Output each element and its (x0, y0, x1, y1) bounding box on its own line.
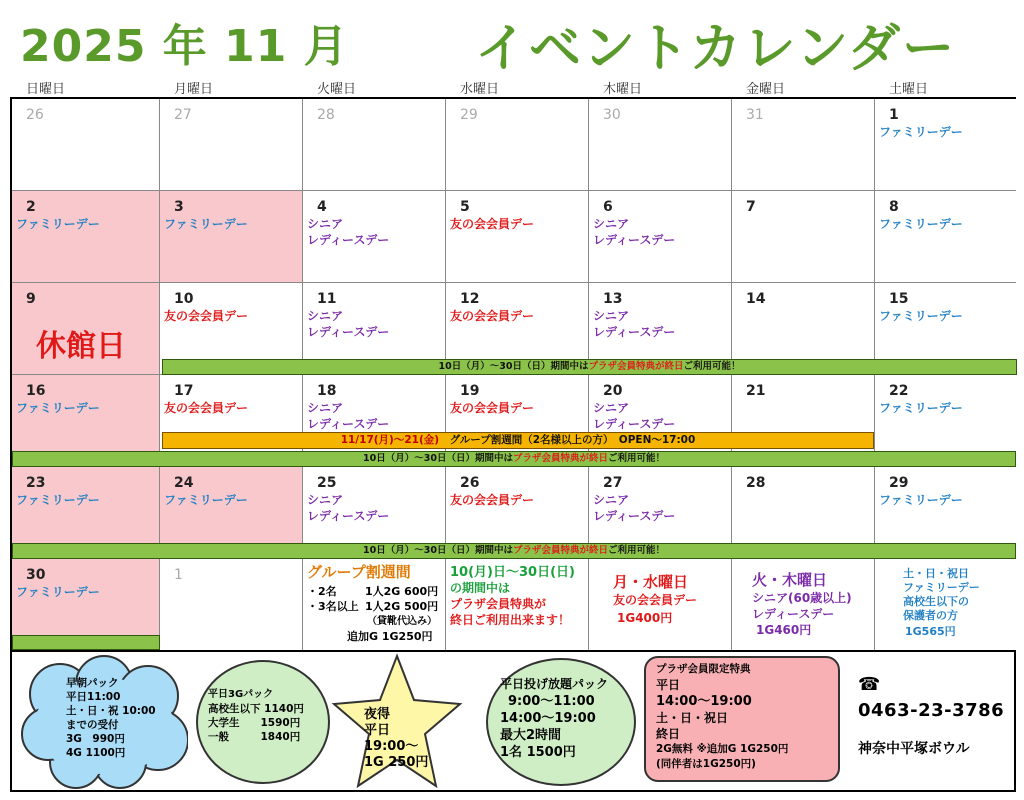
plaza-period-band-stub (12, 635, 160, 650)
weekday3g-highschool: 高校生以下 1140円 (208, 703, 304, 715)
event-family: ファミリーデー (164, 493, 248, 507)
day-number: 12 (460, 291, 480, 307)
plaza-companion: (同伴者は1G250円) (656, 758, 756, 770)
event-family: ファミリーデー (16, 401, 100, 415)
day-number: 7 (746, 199, 756, 215)
band-date: 11/17(月)～21(金) (340, 434, 440, 446)
band-text: ご利用可能！ (683, 361, 741, 372)
band-text: 10日（月）～30日（日）期間中は (363, 545, 513, 556)
morning-3g: 3G 990円 (66, 733, 125, 745)
weekend-event: ファミリーデー (903, 581, 980, 594)
unlimited-price: 1名 1500円 (500, 745, 576, 760)
event-ladies: レディースデー (307, 233, 390, 247)
event-tomo: 友の会会員デー (450, 401, 535, 415)
band-highlight: プラザ会員特典が終日 (512, 545, 608, 556)
day-number: 8 (889, 199, 899, 215)
day-number: 2 (26, 199, 36, 215)
closed-label: 休館日 (36, 329, 126, 364)
morning-weekend: 土・日・祝 10:00 (66, 705, 156, 717)
morning-title: 早朝パック (66, 677, 119, 689)
plaza-weekday-time: 14:00～19:00 (656, 694, 752, 709)
weekend-title: 土・日・祝日 (903, 567, 969, 580)
day-cell[interactable] (160, 559, 303, 650)
day-cell[interactable] (446, 99, 589, 191)
event-family: ファミリーデー (879, 217, 963, 231)
tuethu-title: 火・木曜日 (752, 571, 828, 589)
venue-name: 神奈中平塚ボウル (858, 741, 970, 757)
band-text: 10日（月）～30日（日）期間中は (363, 453, 513, 464)
day-cell[interactable] (589, 191, 732, 283)
day-number: 25 (317, 475, 337, 491)
day-number: 29 (460, 107, 478, 123)
band-text: ご利用可能！ (607, 545, 665, 556)
day-cell[interactable] (732, 99, 875, 191)
unlimited-time2: 14:00～19:00 (500, 711, 596, 726)
event-senior: シニア (307, 309, 344, 323)
day-cell[interactable] (589, 99, 732, 191)
event-senior: シニア (593, 401, 630, 415)
event-family: ファミリーデー (879, 125, 963, 139)
event-tomo: 友の会会員デー (450, 493, 535, 507)
day-number: 10 (174, 291, 194, 307)
day-number: 13 (603, 291, 623, 307)
plaza-period-note (446, 559, 589, 650)
group-title: グループ割週間 (307, 563, 411, 581)
day-cell[interactable] (160, 191, 303, 283)
day-cell[interactable] (446, 191, 589, 283)
event-ladies: レディースデー (593, 325, 676, 339)
group-shoe-note: （貸靴代込み） (367, 616, 437, 627)
event-family: ファミリーデー (879, 401, 963, 415)
day-cell[interactable] (160, 99, 303, 191)
day-number: 11 (317, 291, 337, 307)
calendar-title: イベントカレンダー (475, 19, 957, 79)
event-senior: シニア (593, 493, 630, 507)
event-ladies: レディースデー (593, 233, 676, 247)
day-cell[interactable] (732, 191, 875, 283)
night-weekday: 平日 (364, 723, 391, 738)
event-tomo: 友の会会員デー (164, 309, 249, 323)
weekday-mon: 月曜日 (174, 82, 214, 97)
band-highlight: プラザ会員特典が終日 (512, 453, 608, 464)
monwed-title: 月・水曜日 (613, 573, 689, 591)
unlimited-time1: 9:00～11:00 (508, 694, 595, 709)
weekday-wed: 水曜日 (460, 82, 500, 97)
calendar-grid (10, 97, 1016, 650)
day-number: 31 (746, 107, 764, 123)
tuethu-ladies: レディースデー (752, 607, 835, 621)
weekday3g-general: 一般 1840円 (208, 731, 301, 743)
day-number: 30 (26, 567, 46, 583)
night-title: 夜得 (364, 707, 391, 722)
day-number: 24 (174, 475, 194, 491)
plaza-note-line4: 終日ご利用出来ます！ (450, 613, 571, 627)
group-line1-label: ・2名 (307, 585, 337, 598)
day-number: 14 (746, 291, 766, 307)
day-number: 28 (317, 107, 335, 123)
group-discount-info (303, 559, 446, 650)
day-number: 27 (603, 475, 623, 491)
event-ladies: レディースデー (307, 509, 390, 523)
event-senior: シニア (307, 493, 344, 507)
day-number: 29 (889, 475, 909, 491)
event-ladies: レディースデー (307, 325, 390, 339)
tuethu-senior: シニア(60歳以上) (752, 591, 852, 605)
group-line2-price: 1人2G 500円 (365, 600, 439, 613)
night-price: 1G 250円 (364, 755, 429, 770)
unlimited-max: 最大2時間 (500, 728, 562, 743)
morning-4g: 4G 1100円 (66, 747, 126, 759)
day-number: 16 (26, 383, 46, 399)
day-number: 23 (26, 475, 46, 491)
event-ladies: レディースデー (593, 417, 676, 431)
monwed-info (589, 559, 732, 650)
weekday3g-university: 大学生 1590円 (208, 717, 301, 729)
plaza-note-line1: 10(月)日～30日(日) (450, 565, 575, 580)
plaza-note-line3: プラザ会員特典が (450, 597, 547, 611)
event-family: ファミリーデー (879, 493, 963, 507)
day-cell[interactable] (875, 99, 1016, 191)
day-number: 26 (26, 107, 44, 123)
day-number: 30 (603, 107, 621, 123)
weekday-sat: 土曜日 (889, 82, 929, 97)
monwed-price: 1G400円 (617, 611, 673, 625)
day-number: 15 (889, 291, 909, 307)
weekday-sun: 日曜日 (26, 82, 66, 97)
day-number: 18 (317, 383, 337, 399)
group-extra-game: 追加G 1G250円 (347, 630, 433, 643)
event-family: ファミリーデー (879, 309, 963, 323)
plaza-weekday: 平日 (656, 678, 681, 692)
day-number: 1 (174, 567, 183, 583)
morning-weekday: 平日11:00 (66, 691, 121, 703)
month-title: 2025 年 11 月 (20, 21, 349, 72)
day-number: 19 (460, 383, 480, 399)
band-text: 10日（月）～30日（日）期間中は (438, 361, 589, 372)
event-tomo: 友の会会員デー (164, 401, 249, 415)
event-ladies: レディースデー (593, 509, 676, 523)
tuethu-price: 1G460円 (756, 623, 812, 637)
event-family: ファミリーデー (16, 585, 100, 599)
day-cell[interactable] (303, 99, 446, 191)
day-number: 22 (889, 383, 909, 399)
event-senior: シニア (593, 309, 630, 323)
weekend-target2: 保護者の方 (903, 609, 958, 622)
weekend-info (875, 559, 1016, 650)
day-number: 20 (603, 383, 623, 399)
day-cell[interactable] (12, 191, 160, 283)
weekday-fri: 金曜日 (746, 82, 786, 97)
event-senior: シニア (307, 217, 344, 231)
event-family: ファミリーデー (16, 217, 100, 231)
day-number: 6 (603, 199, 613, 215)
group-line1-price: 1人2G 600円 (365, 585, 439, 598)
day-cell[interactable] (303, 191, 446, 283)
day-number: 26 (460, 475, 480, 491)
group-week-band (162, 432, 874, 449)
event-ladies: レディースデー (307, 417, 390, 431)
weekday-thu: 木曜日 (603, 82, 643, 97)
morning-until: までの受付 (66, 719, 119, 731)
plaza-free: 2G無料 ※追加G 1G250円 (656, 743, 789, 755)
day-number: 3 (174, 199, 184, 215)
day-number: 9 (26, 291, 36, 307)
info-panel (10, 650, 1016, 792)
day-number: 21 (746, 383, 766, 399)
monwed-event: 友の会会員デー (613, 593, 698, 607)
event-senior: シニア (593, 217, 630, 231)
unlimited-title: 平日投げ放題パック (500, 677, 609, 691)
day-number: 5 (460, 199, 470, 215)
phone-number[interactable]: 0463-23-3786 (858, 700, 1005, 721)
day-number: 27 (174, 107, 192, 123)
day-number: 28 (746, 475, 766, 491)
day-cell[interactable] (12, 283, 160, 375)
phone-icon: ☎ (858, 674, 881, 695)
weekend-target1: 高校生以下の (903, 595, 969, 608)
band-text: グループ割週間（2名様以上の方） OPEN～17:00 (449, 434, 696, 446)
plaza-allday: 終日 (656, 727, 681, 741)
weekend-price: 1G565円 (905, 625, 956, 638)
plaza-period-band (12, 451, 1016, 467)
plaza-note-line2: の期間中は (450, 581, 511, 595)
weekday3g-title: 平日3Gパック (208, 689, 274, 700)
event-senior: シニア (307, 401, 344, 415)
star-shape (330, 652, 464, 792)
band-text: ご利用可能！ (607, 453, 665, 464)
night-time: 19:00～ (364, 739, 419, 754)
event-family: ファミリーデー (164, 217, 248, 231)
event-tomo: 友の会会員デー (450, 309, 535, 323)
tuethu-info (732, 559, 875, 650)
day-cell[interactable] (875, 191, 1016, 283)
band-highlight: プラザ会員特典が終日 (588, 361, 684, 372)
plaza-period-band (12, 543, 1016, 559)
plaza-period-band (162, 359, 1017, 375)
plaza-weekend: 土・日・祝日 (656, 711, 729, 725)
day-cell[interactable] (12, 99, 160, 191)
event-family: ファミリーデー (16, 493, 100, 507)
day-number: 4 (317, 199, 327, 215)
day-number: 17 (174, 383, 194, 399)
plaza-title: プラザ会員限定特典 (656, 663, 751, 675)
event-tomo: 友の会会員デー (450, 217, 535, 231)
day-number: 1 (889, 107, 899, 123)
weekday-tue: 火曜日 (317, 82, 357, 97)
group-line2-label: ・3名以上 (307, 600, 359, 613)
